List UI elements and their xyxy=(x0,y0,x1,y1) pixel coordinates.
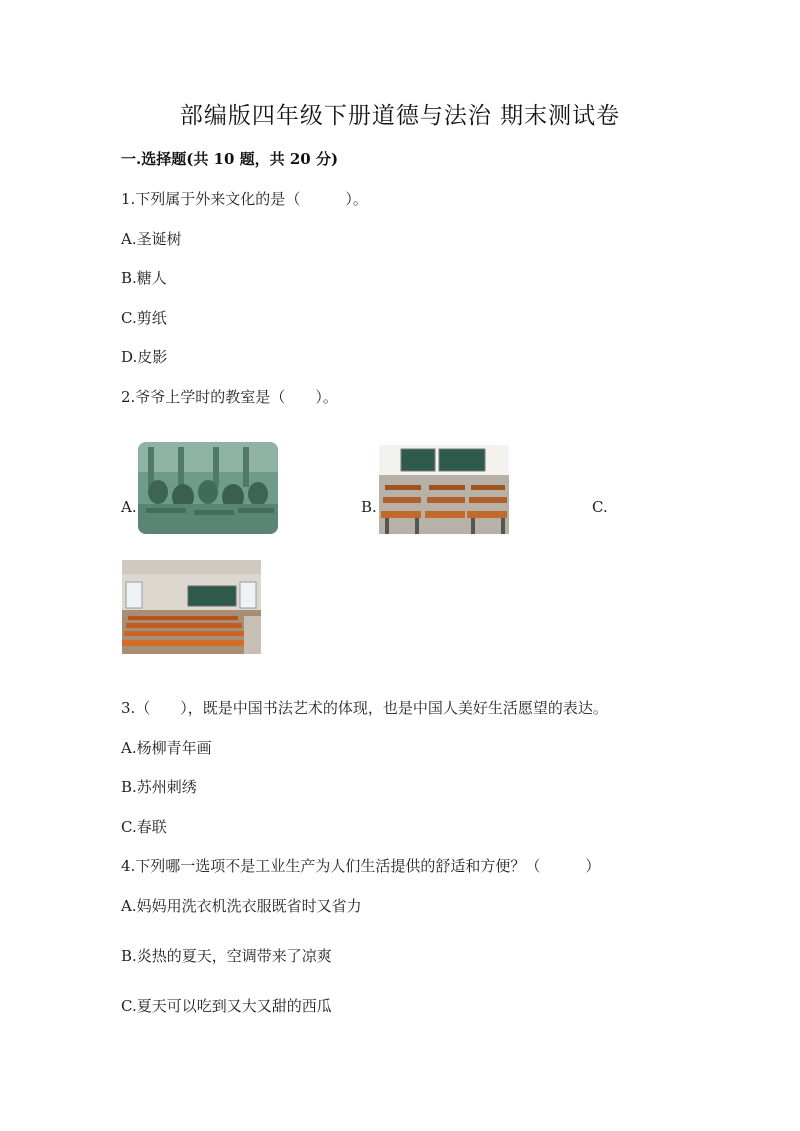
question-3-option-a: A.杨柳青年画 xyxy=(121,739,212,757)
question-4-option-a: A.妈妈用洗衣机洗衣服既省时又省力 xyxy=(121,897,362,915)
question-1-stem: 1.下列属于外来文化的是（ ）。 xyxy=(121,190,368,208)
question-2-option-c-label: C. xyxy=(592,498,608,516)
lecture-hall-photo xyxy=(122,560,261,654)
page-title: 部编版四年级下册道德与法治 期末测试卷 xyxy=(179,103,621,129)
question-1-option-c: C.剪纸 xyxy=(121,309,167,327)
question-2-stem: 2.爷爷上学时的教室是（ ）。 xyxy=(121,388,338,406)
question-2-option-a-label: A. xyxy=(121,498,137,516)
old-classroom-photo xyxy=(138,442,278,534)
question-4-option-c: C.夏天可以吃到又大又甜的西瓜 xyxy=(121,997,332,1015)
question-1-option-b: B.糖人 xyxy=(121,269,167,287)
question-2-option-b-label: B. xyxy=(361,498,377,516)
question-1-option-a: A.圣诞树 xyxy=(121,230,182,248)
section-heading: 一.选择题(共 10 题，共 20 分) xyxy=(121,150,339,168)
question-3-stem: 3.（ ），既是中国书法艺术的体现，也是中国人美好生活愿望的表达。 xyxy=(121,699,608,717)
question-1-option-d: D.皮影 xyxy=(121,348,168,366)
question-3-option-c: C.春联 xyxy=(121,818,167,836)
question-3-option-b: B.苏州刺绣 xyxy=(121,778,197,796)
question-4-option-b: B.炎热的夏天，空调带来了凉爽 xyxy=(121,947,332,965)
question-4-stem: 4.下列哪一选项不是工业生产为人们生活提供的舒适和方便？（ ） xyxy=(121,857,601,875)
modern-classroom-photo xyxy=(379,445,509,534)
